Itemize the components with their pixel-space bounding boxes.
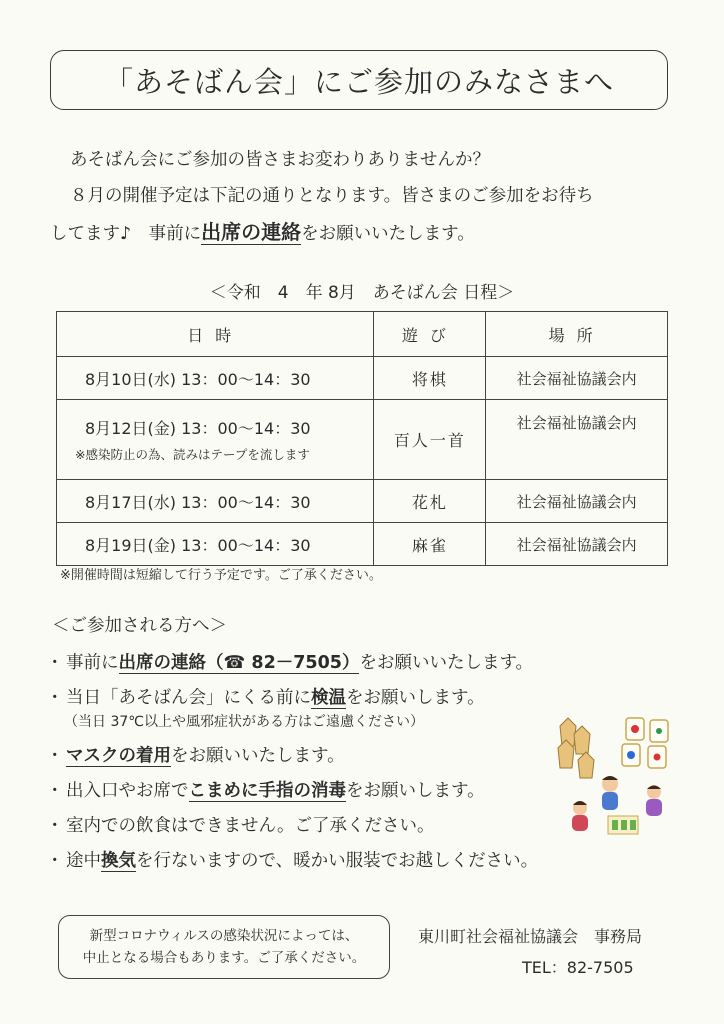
- row-datetime: 8月12日(金) 13：00～14：30: [85, 419, 311, 438]
- header-place: 場所: [486, 312, 668, 357]
- row-datetime: 8月10日(水) 13：00～14：30: [57, 357, 374, 400]
- bullet: ・: [46, 653, 64, 673]
- intro-text: [50, 142, 680, 252]
- table-row: [57, 523, 668, 566]
- intro-line-3-a: してます♪ 事前に: [50, 224, 202, 244]
- rule-emphasis: マスクの着用: [66, 746, 171, 766]
- shogi-pieces-icon: [558, 718, 594, 778]
- rule-text: をお願いします。: [346, 688, 485, 708]
- games-illustration: [552, 712, 682, 842]
- rule-text: をお願いいたします。: [359, 653, 534, 673]
- intro-line-1: あそばん会にご参加の皆さまお変わりありませんか？: [70, 150, 490, 170]
- row-datetime: 8月19日(金) 13：00～14：30: [57, 523, 374, 566]
- row-note: ※感染防止の為、読みはテープを流します: [75, 447, 310, 462]
- page-title: [50, 50, 668, 110]
- rule-subnote: （当日 37℃以上や風邪症状がある方はご遠慮ください）: [64, 714, 424, 730]
- row-activity: 百人一首: [374, 400, 486, 480]
- row-datetime-cell: [57, 400, 374, 480]
- row-place: 社会福祉協議会内: [486, 480, 668, 523]
- intro-line-3: [50, 214, 680, 252]
- list-item: [46, 648, 538, 683]
- participants-title: ＜ご参加される方へ＞: [52, 616, 227, 636]
- row-place: 社会福祉協議会内: [486, 523, 668, 566]
- row-activity: 麻雀: [374, 523, 486, 566]
- intro-line-3-b: をお願いいたします。: [301, 224, 475, 244]
- bullet: ・: [46, 746, 64, 766]
- rule-text: 当日「あそばん会」にくる前に: [66, 688, 311, 708]
- list-item: [46, 846, 538, 881]
- bullet: ・: [46, 816, 64, 836]
- page-title-text: 「あそばん会」にご参加のみなさまへ: [103, 64, 614, 99]
- bullet: ・: [46, 781, 64, 801]
- cancellation-notice: [58, 915, 390, 979]
- rule-emphasis: 出席の連絡（☎ 82－7505）: [118, 653, 360, 673]
- notice-line-2: 中止となる場合もあります。ご了承ください。: [82, 950, 366, 966]
- rule-text: 事前に: [66, 653, 119, 673]
- office-phone: TEL：82-7505: [522, 958, 634, 977]
- row-place: 社会福祉協議会内: [486, 357, 668, 400]
- schedule-table: [56, 311, 668, 566]
- rule-text: 出入口やお席で: [66, 781, 189, 801]
- notice-line-1: 新型コロナウィルスの感染状況によっては、: [89, 928, 359, 944]
- office-name: 東川町社会福祉協議会 事務局: [418, 927, 643, 946]
- schedule-header-row: [57, 312, 668, 357]
- children-playing-icon: [572, 776, 662, 834]
- rule-text: 途中: [66, 851, 101, 871]
- schedule-title: ＜令和 4 年 8月 あそばん会 日程＞: [209, 283, 515, 303]
- list-item: [46, 811, 538, 846]
- header-activity: 遊び: [374, 312, 486, 357]
- header-datetime: 日時: [57, 312, 374, 357]
- rule-text: をお願いします。: [346, 781, 485, 801]
- rule-text: を行ないますので、暖かい服装でお越しください。: [136, 851, 539, 871]
- table-row: [57, 400, 668, 480]
- bullet: ・: [46, 688, 64, 708]
- rule-emphasis: こまめに手指の消毒: [188, 781, 346, 801]
- row-datetime: 8月17日(水) 13：00～14：30: [57, 480, 374, 523]
- rule-emphasis: 検温: [311, 688, 346, 708]
- row-activity: 将棋: [374, 357, 486, 400]
- list-item: [46, 741, 538, 776]
- table-row: [57, 357, 668, 400]
- list-item: [46, 776, 538, 811]
- row-activity: 花札: [374, 480, 486, 523]
- mahjong-tiles-icon: [622, 718, 668, 768]
- rule-text: 室内での飲食はできません。ご了承ください。: [66, 816, 435, 836]
- schedule-footnote: ※開催時間は短縮して行う予定です。ご了承ください。: [60, 568, 382, 583]
- intro-line-3-emphasis: 出席の連絡: [201, 220, 302, 244]
- table-row: [57, 480, 668, 523]
- rule-emphasis: 換気: [101, 851, 136, 871]
- participant-rules: [46, 648, 538, 881]
- rule-text: をお願いいたします。: [171, 746, 345, 766]
- bullet: ・: [46, 851, 64, 871]
- intro-line-2: ８月の開催予定は下記の通りとなります。皆さまのご参加をお待ち: [70, 186, 594, 206]
- row-place: 社会福祉協議会内: [486, 400, 668, 480]
